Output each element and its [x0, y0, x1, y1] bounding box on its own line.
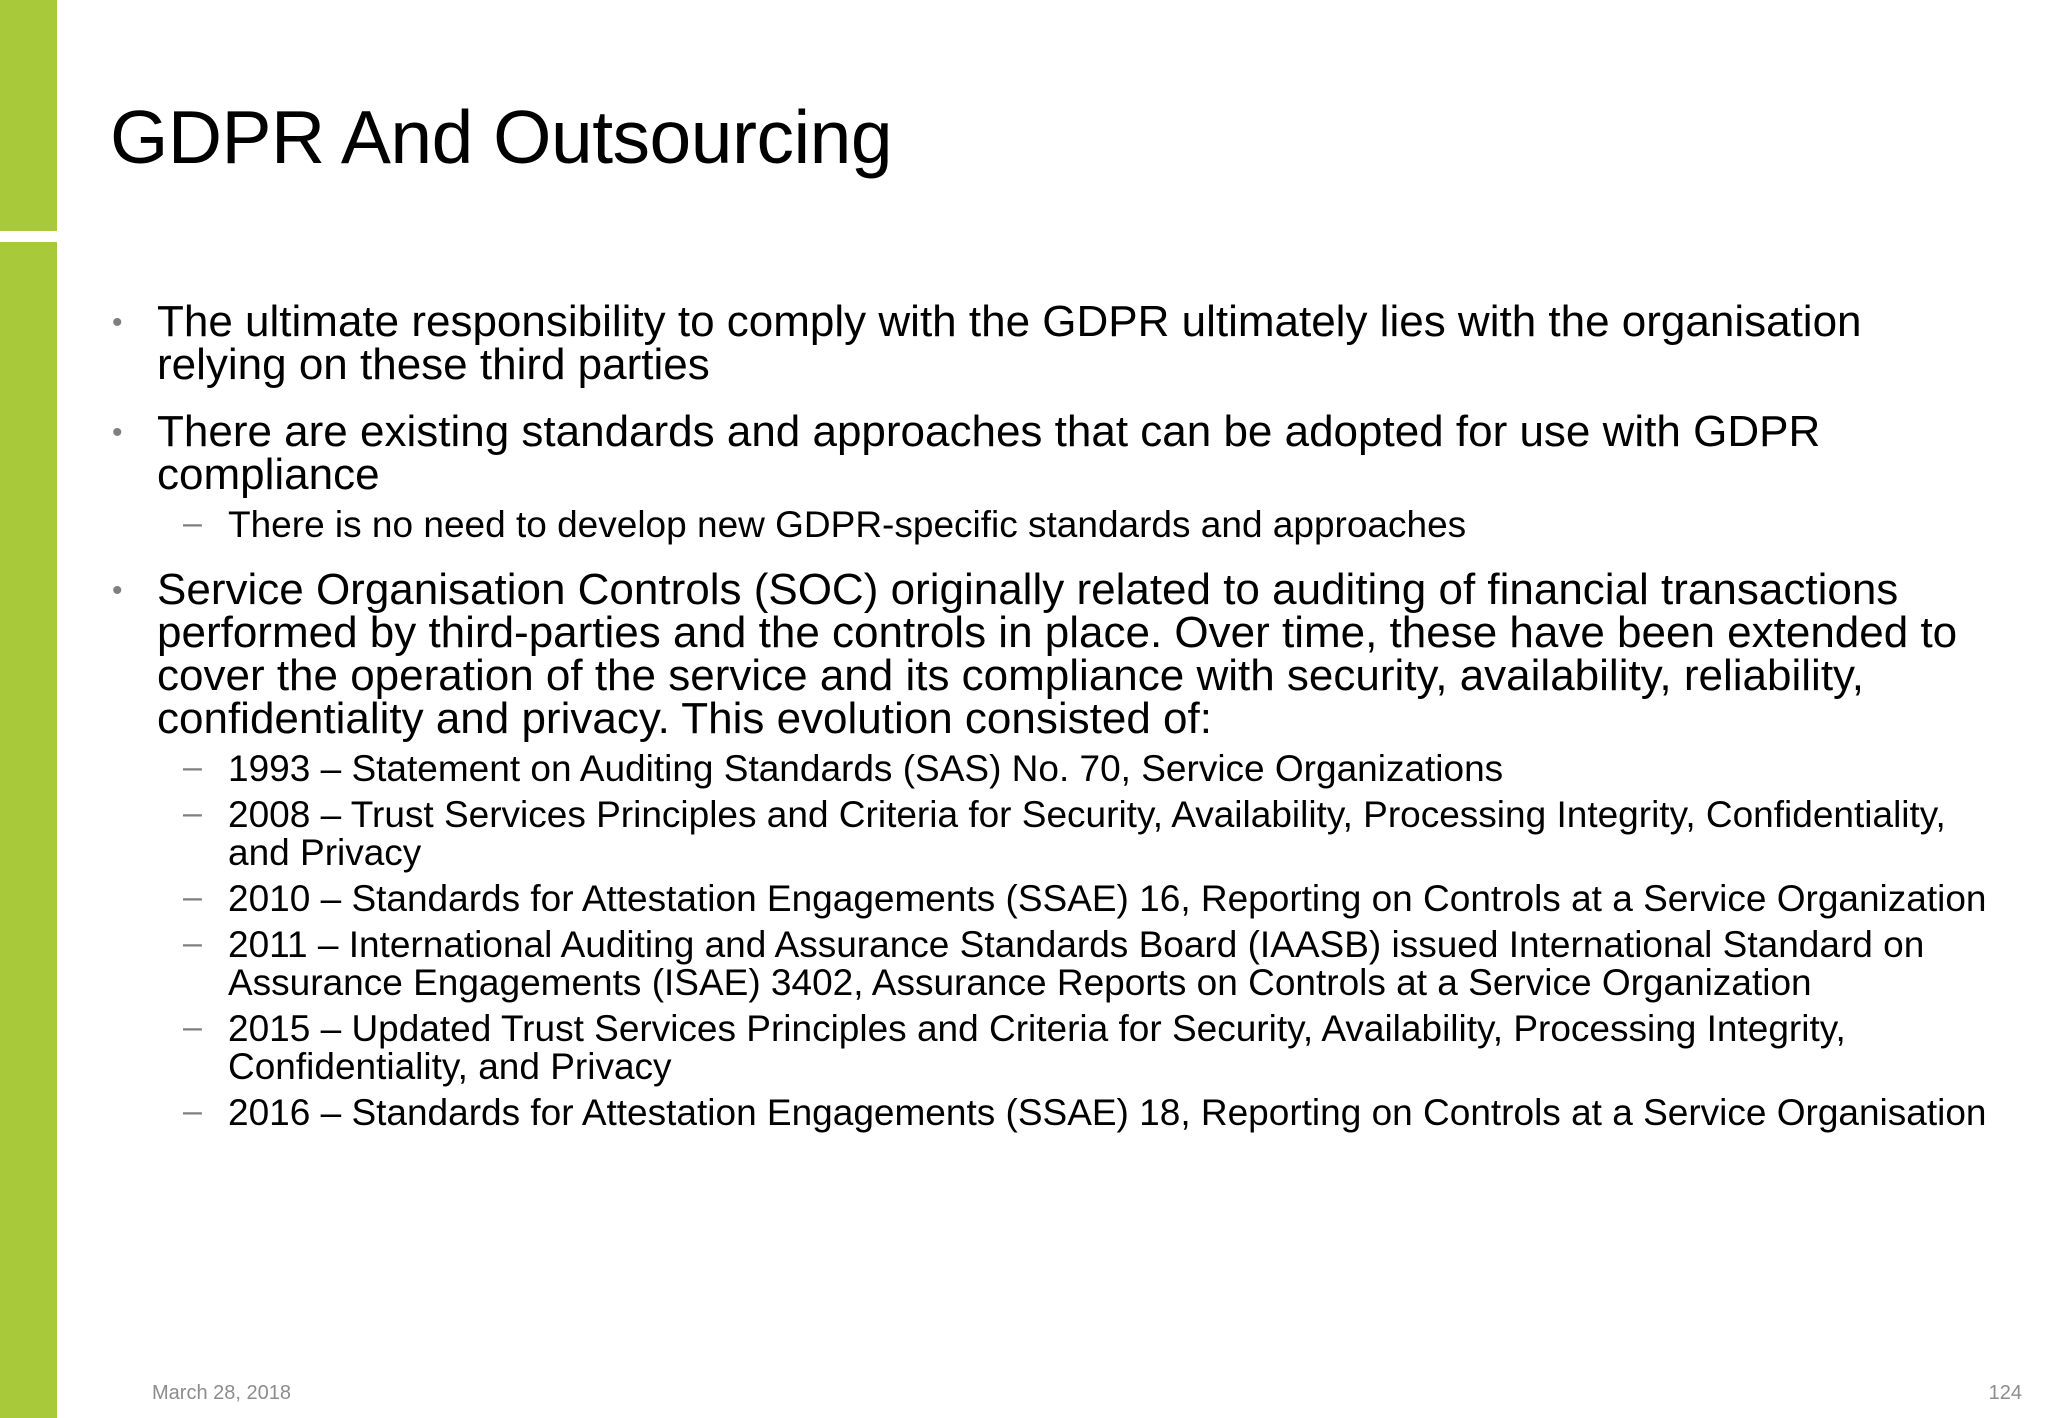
bullet-marker: •: [112, 306, 123, 339]
slide-content: [110, 297, 1990, 1156]
sub-item: [157, 880, 1990, 918]
sub-list: [157, 506, 1990, 544]
sub-item-text: 2010 – Standards for Attestation Engagements (SSAE) 16, Reporting on Controls at a Service Organization: [228, 878, 1987, 919]
slide-title: GDPR And Outsourcing: [110, 95, 893, 179]
dash-marker: –: [183, 1092, 202, 1130]
accent-bar-top: [0, 0, 57, 231]
bullet-text: There are existing standards and approaches that can be adopted for use with GDPR compliance: [157, 407, 1821, 499]
sub-item: [157, 796, 1990, 872]
dash-marker: –: [183, 794, 202, 832]
dash-marker: –: [183, 1008, 202, 1046]
accent-bar-bottom: [0, 242, 57, 1418]
bullet-marker: •: [112, 574, 123, 607]
sub-item: [157, 926, 1990, 1002]
sub-item-text: 2011 – International Auditing and Assurance Standards Board (IAASB) issued International Standard on Assurance Engagements (ISAE) 3402, Assurance Reports on Controls at a Service Organization: [228, 924, 1925, 1003]
footer-page-number: 124: [1988, 1382, 2022, 1404]
dash-marker: –: [183, 878, 202, 916]
sub-item: [157, 1094, 1990, 1132]
dash-marker: –: [183, 924, 202, 962]
dash-marker: –: [183, 504, 202, 542]
sub-item: [157, 506, 1990, 544]
sub-item-text: 1993 – Statement on Auditing Standards (SAS) No. 70, Service Organizations: [228, 748, 1504, 789]
sub-item: [157, 750, 1990, 788]
sub-item-text: 2016 – Standards for Attestation Engagements (SSAE) 18, Reporting on Controls at a Service Organisation: [228, 1092, 1987, 1133]
sub-item-text: 2008 – Trust Services Principles and Criteria for Security, Availability, Processing Integrity, Confidentiality, and Privacy: [228, 794, 1946, 873]
bullet-item: [110, 407, 1990, 545]
bullet-marker: •: [112, 416, 123, 449]
bullet-text: Service Organisation Controls (SOC) originally related to auditing of financial transactions performed by third-parties and the controls in place. Over time, these have been extended to cover the operation of the service and its compliance with security, availability, reliability, confidentiality and privacy. This evolution consisted of:: [157, 565, 1958, 743]
sub-item: [157, 1010, 1990, 1086]
dash-marker: –: [183, 748, 202, 786]
sub-item-text: 2015 – Updated Trust Services Principles and Criteria for Security, Availability, Processing Integrity, Confidentiality, and Privacy: [228, 1008, 1846, 1087]
footer-date: March 28, 2018: [152, 1382, 291, 1404]
sub-list: [157, 750, 1990, 1132]
sub-item-text: There is no need to develop new GDPR-specific standards and approaches: [228, 504, 1467, 545]
bullet-item: [110, 297, 1990, 389]
bullet-text: The ultimate responsibility to comply with the GDPR ultimately lies with the organisation relying on these third parties: [157, 297, 1862, 389]
bullet-item: [110, 565, 1990, 1133]
